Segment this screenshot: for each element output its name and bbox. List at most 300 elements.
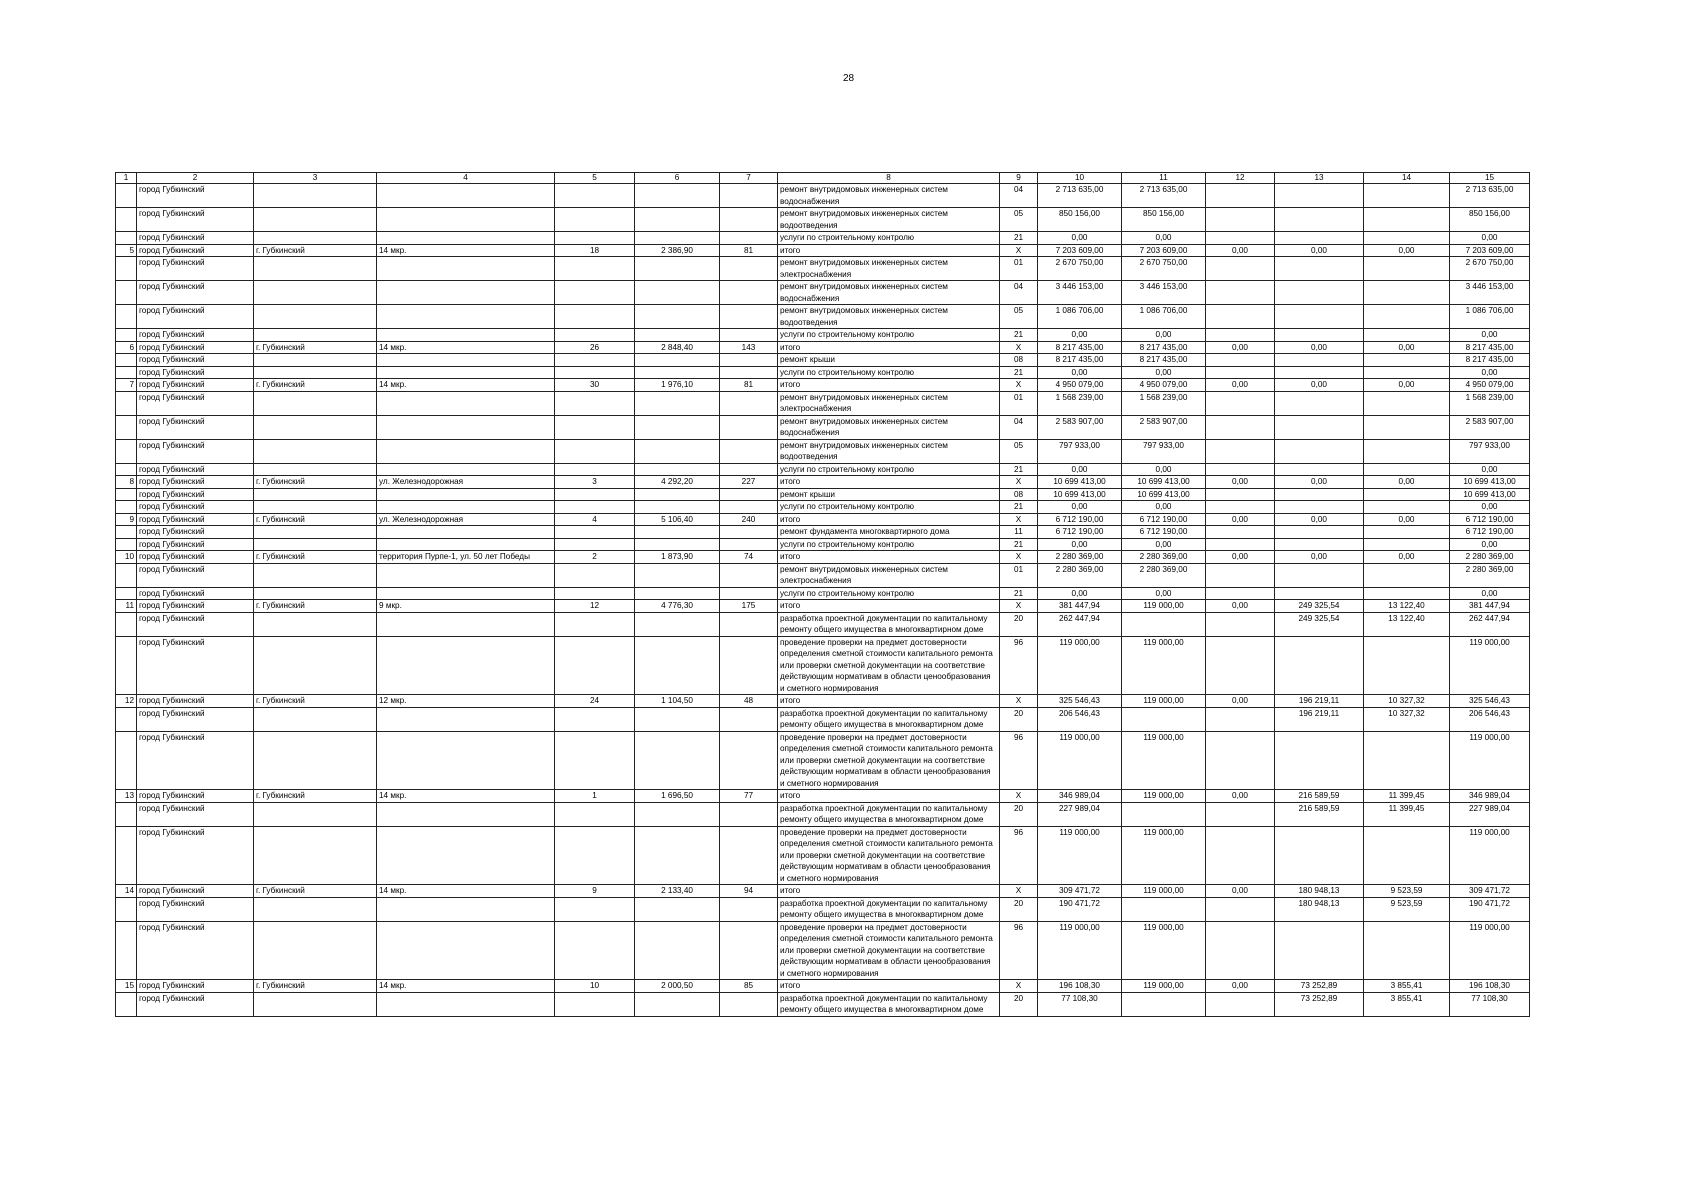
table-row bbox=[116, 600, 1530, 613]
table-cell: 3 446 153,00 bbox=[1038, 281, 1122, 305]
table-cell: 0,00 bbox=[1206, 513, 1275, 526]
table-cell: 21 bbox=[1000, 538, 1038, 551]
table-cell: город Губкинский bbox=[137, 587, 254, 600]
table-cell bbox=[377, 257, 555, 281]
table-cell bbox=[1206, 826, 1275, 885]
table-cell: 0,00 bbox=[1038, 366, 1122, 379]
table-cell: 05 bbox=[1000, 305, 1038, 329]
table-cell bbox=[635, 526, 720, 539]
table-cell: 119 000,00 bbox=[1122, 731, 1206, 790]
table-cell: г. Губкинский bbox=[254, 513, 377, 526]
table-cell bbox=[720, 612, 778, 636]
table-cell: 10 699 413,00 bbox=[1450, 476, 1530, 489]
table-cell bbox=[1275, 538, 1364, 551]
table-cell: 14 мкр. bbox=[377, 244, 555, 257]
table-cell bbox=[555, 707, 635, 731]
table-cell: 10 699 413,00 bbox=[1038, 488, 1122, 501]
table-row bbox=[116, 563, 1530, 587]
table-cell bbox=[555, 391, 635, 415]
table-cell: 11 399,45 bbox=[1364, 802, 1450, 826]
table-cell bbox=[1206, 587, 1275, 600]
table-cell bbox=[254, 612, 377, 636]
table-cell bbox=[116, 707, 137, 731]
table-cell: 18 bbox=[555, 244, 635, 257]
table-cell: 0,00 bbox=[1038, 329, 1122, 342]
table-row bbox=[116, 695, 1530, 708]
table-cell: 190 471,72 bbox=[1450, 897, 1530, 921]
table-cell bbox=[1206, 636, 1275, 695]
table-cell: X bbox=[1000, 980, 1038, 993]
table-cell bbox=[720, 463, 778, 476]
table-row bbox=[116, 488, 1530, 501]
table-cell: г. Губкинский bbox=[254, 551, 377, 564]
table-cell: 2 713 635,00 bbox=[1450, 184, 1530, 208]
table-cell: 0,00 bbox=[1364, 476, 1450, 489]
table-cell: 0,00 bbox=[1364, 551, 1450, 564]
table-cell: 10 bbox=[555, 980, 635, 993]
table-cell: 81 bbox=[720, 379, 778, 392]
table-cell bbox=[116, 636, 137, 695]
table-cell bbox=[254, 415, 377, 439]
table-cell bbox=[720, 501, 778, 514]
table-cell bbox=[116, 305, 137, 329]
table-cell bbox=[1122, 707, 1206, 731]
table-cell: город Губкинский bbox=[137, 707, 254, 731]
table-cell: услуги по строительному контролю bbox=[778, 329, 1000, 342]
table-cell bbox=[377, 707, 555, 731]
table-cell bbox=[635, 563, 720, 587]
table-row bbox=[116, 587, 1530, 600]
table-cell bbox=[555, 329, 635, 342]
table-cell bbox=[720, 587, 778, 600]
table-cell: город Губкинский bbox=[137, 826, 254, 885]
table-cell bbox=[254, 232, 377, 245]
column-header: 3 bbox=[254, 173, 377, 184]
table-cell: 119 000,00 bbox=[1122, 980, 1206, 993]
table-cell bbox=[254, 463, 377, 476]
table-cell bbox=[720, 281, 778, 305]
table-cell: 96 bbox=[1000, 921, 1038, 980]
table-cell: город Губкинский bbox=[137, 731, 254, 790]
table-cell: 850 156,00 bbox=[1038, 208, 1122, 232]
table-cell: 0,00 bbox=[1122, 538, 1206, 551]
table-cell: город Губкинский bbox=[137, 897, 254, 921]
table-cell bbox=[1275, 636, 1364, 695]
table-cell: город Губкинский bbox=[137, 636, 254, 695]
table-cell: 8 217 435,00 bbox=[1038, 354, 1122, 367]
table-cell: 4 950 079,00 bbox=[1450, 379, 1530, 392]
table-cell: 1 696,50 bbox=[635, 790, 720, 803]
table-cell bbox=[1206, 731, 1275, 790]
table-cell: 119 000,00 bbox=[1122, 921, 1206, 980]
table-cell: 119 000,00 bbox=[1122, 885, 1206, 898]
table-cell: 240 bbox=[720, 513, 778, 526]
table-cell bbox=[254, 802, 377, 826]
table-cell bbox=[1364, 587, 1450, 600]
table-cell bbox=[254, 587, 377, 600]
table-cell bbox=[1206, 208, 1275, 232]
table-cell: город Губкинский bbox=[137, 354, 254, 367]
table-cell bbox=[1122, 897, 1206, 921]
table-cell: 2 280 369,00 bbox=[1122, 551, 1206, 564]
table-cell: город Губкинский bbox=[137, 463, 254, 476]
table-cell bbox=[1364, 257, 1450, 281]
table-cell: город Губкинский bbox=[137, 341, 254, 354]
table-cell bbox=[555, 439, 635, 463]
table-cell bbox=[555, 612, 635, 636]
table-cell bbox=[1275, 354, 1364, 367]
table-cell: 1 976,10 bbox=[635, 379, 720, 392]
table-cell: X bbox=[1000, 476, 1038, 489]
table-cell: 0,00 bbox=[1450, 501, 1530, 514]
table-cell bbox=[116, 587, 137, 600]
table-row bbox=[116, 707, 1530, 731]
table-cell: X bbox=[1000, 695, 1038, 708]
table-cell: город Губкинский bbox=[137, 513, 254, 526]
table-cell: разработка проектной документации по капитальному ремонту общего имущества в многоквартирном доме bbox=[778, 897, 1000, 921]
table-cell: 14 мкр. bbox=[377, 379, 555, 392]
table-cell bbox=[1206, 463, 1275, 476]
table-cell bbox=[720, 415, 778, 439]
table-cell: 3 bbox=[555, 476, 635, 489]
table-cell: 05 bbox=[1000, 439, 1038, 463]
table-cell bbox=[635, 184, 720, 208]
table-cell bbox=[254, 391, 377, 415]
table-cell bbox=[635, 439, 720, 463]
table-cell: итого bbox=[778, 885, 1000, 898]
table-cell: 0,00 bbox=[1122, 463, 1206, 476]
table-cell bbox=[635, 366, 720, 379]
table-cell: 262 447,94 bbox=[1450, 612, 1530, 636]
table-cell bbox=[720, 232, 778, 245]
table-row bbox=[116, 980, 1530, 993]
column-header: 7 bbox=[720, 173, 778, 184]
table-cell bbox=[720, 802, 778, 826]
table-cell: 1 568 239,00 bbox=[1450, 391, 1530, 415]
table-cell: 20 bbox=[1000, 802, 1038, 826]
table-cell: 119 000,00 bbox=[1038, 731, 1122, 790]
table-cell: 143 bbox=[720, 341, 778, 354]
table-cell bbox=[377, 232, 555, 245]
table-cell: 2 713 635,00 bbox=[1038, 184, 1122, 208]
table-cell bbox=[1206, 501, 1275, 514]
table-cell: X bbox=[1000, 379, 1038, 392]
table-cell: 1 568 239,00 bbox=[1122, 391, 1206, 415]
table-cell bbox=[377, 612, 555, 636]
table-cell: 2 280 369,00 bbox=[1122, 563, 1206, 587]
table-cell: 0,00 bbox=[1206, 980, 1275, 993]
table-cell bbox=[555, 415, 635, 439]
table-cell: 1 104,50 bbox=[635, 695, 720, 708]
table-cell bbox=[555, 563, 635, 587]
repair-program-table bbox=[115, 172, 1530, 1017]
table-row bbox=[116, 476, 1530, 489]
table-cell bbox=[1206, 232, 1275, 245]
table-cell: 0,00 bbox=[1206, 379, 1275, 392]
table-cell: 96 bbox=[1000, 636, 1038, 695]
table-cell: 0,00 bbox=[1275, 244, 1364, 257]
table-cell: 119 000,00 bbox=[1038, 826, 1122, 885]
table-cell: итого bbox=[778, 980, 1000, 993]
table-cell: г. Губкинский bbox=[254, 341, 377, 354]
column-number-row bbox=[116, 173, 1530, 184]
table-cell: 8 217 435,00 bbox=[1450, 341, 1530, 354]
table-cell: 216 589,59 bbox=[1275, 802, 1364, 826]
table-cell: 9 мкр. bbox=[377, 600, 555, 613]
table-cell: 119 000,00 bbox=[1122, 695, 1206, 708]
table-cell bbox=[1275, 463, 1364, 476]
table-cell bbox=[254, 329, 377, 342]
table-cell: 0,00 bbox=[1038, 501, 1122, 514]
table-cell bbox=[1364, 463, 1450, 476]
table-cell: ремонт внутридомовых инженерных систем водоснабжения bbox=[778, 415, 1000, 439]
table-cell bbox=[635, 329, 720, 342]
table-cell: 190 471,72 bbox=[1038, 897, 1122, 921]
table-row bbox=[116, 538, 1530, 551]
table-row bbox=[116, 184, 1530, 208]
table-cell: 2 280 369,00 bbox=[1038, 563, 1122, 587]
table-cell bbox=[1206, 897, 1275, 921]
table-cell: услуги по строительному контролю bbox=[778, 366, 1000, 379]
table-cell: 0,00 bbox=[1450, 463, 1530, 476]
table-cell bbox=[377, 921, 555, 980]
table-cell bbox=[1275, 329, 1364, 342]
table-cell: 12 bbox=[555, 600, 635, 613]
table-cell: 0,00 bbox=[1364, 341, 1450, 354]
table-cell: 11 bbox=[116, 600, 137, 613]
table-cell: 0,00 bbox=[1450, 366, 1530, 379]
table-cell bbox=[116, 366, 137, 379]
table-row bbox=[116, 636, 1530, 695]
table-cell: 2 848,40 bbox=[635, 341, 720, 354]
table-cell bbox=[1364, 731, 1450, 790]
table-cell bbox=[555, 526, 635, 539]
table-cell bbox=[377, 897, 555, 921]
table-cell bbox=[635, 897, 720, 921]
table-row bbox=[116, 244, 1530, 257]
table-cell: 8 217 435,00 bbox=[1038, 341, 1122, 354]
table-cell: город Губкинский bbox=[137, 488, 254, 501]
table-cell: город Губкинский bbox=[137, 612, 254, 636]
table-cell: г. Губкинский bbox=[254, 695, 377, 708]
table-cell bbox=[254, 281, 377, 305]
table-cell: 20 bbox=[1000, 992, 1038, 1016]
table-cell: ремонт внутридомовых инженерных систем электроснабжения bbox=[778, 563, 1000, 587]
table-cell bbox=[1206, 439, 1275, 463]
table-cell bbox=[555, 463, 635, 476]
table-cell: итого bbox=[778, 790, 1000, 803]
column-header: 6 bbox=[635, 173, 720, 184]
table-cell: 0,00 bbox=[1122, 366, 1206, 379]
table-row bbox=[116, 513, 1530, 526]
table-cell: 13 122,40 bbox=[1364, 600, 1450, 613]
table-cell bbox=[1206, 305, 1275, 329]
table-cell: 73 252,89 bbox=[1275, 992, 1364, 1016]
table-cell bbox=[254, 439, 377, 463]
table-cell bbox=[720, 636, 778, 695]
table-cell bbox=[1364, 354, 1450, 367]
table-cell bbox=[377, 636, 555, 695]
table-cell bbox=[254, 366, 377, 379]
table-cell bbox=[1364, 826, 1450, 885]
table-cell bbox=[377, 281, 555, 305]
table-cell bbox=[377, 731, 555, 790]
table-cell: 0,00 bbox=[1275, 551, 1364, 564]
table-cell bbox=[720, 921, 778, 980]
table-cell bbox=[116, 488, 137, 501]
table-cell: г. Губкинский bbox=[254, 790, 377, 803]
table-cell: ремонт внутридомовых инженерных систем водоснабжения bbox=[778, 184, 1000, 208]
table-cell bbox=[635, 281, 720, 305]
table-cell: 12 мкр. bbox=[377, 695, 555, 708]
table-cell: 2 670 750,00 bbox=[1122, 257, 1206, 281]
table-cell bbox=[116, 526, 137, 539]
table-cell bbox=[635, 501, 720, 514]
column-header: 4 bbox=[377, 173, 555, 184]
table-cell: 3 446 153,00 bbox=[1122, 281, 1206, 305]
table-cell: город Губкинский bbox=[137, 526, 254, 539]
table-cell bbox=[116, 501, 137, 514]
column-header: 11 bbox=[1122, 173, 1206, 184]
table-cell: X bbox=[1000, 551, 1038, 564]
table-cell: территория Пурпе-1, ул. 50 лет Победы bbox=[377, 551, 555, 564]
table-cell: 2 583 907,00 bbox=[1038, 415, 1122, 439]
table-cell: 797 933,00 bbox=[1038, 439, 1122, 463]
table-cell: 08 bbox=[1000, 488, 1038, 501]
table-cell bbox=[116, 329, 137, 342]
table-cell bbox=[116, 463, 137, 476]
table-cell: город Губкинский bbox=[137, 439, 254, 463]
column-header: 9 bbox=[1000, 173, 1038, 184]
table-cell bbox=[1275, 526, 1364, 539]
table-cell: 13 122,40 bbox=[1364, 612, 1450, 636]
table-cell: 6 712 190,00 bbox=[1450, 513, 1530, 526]
table-cell: город Губкинский bbox=[137, 563, 254, 587]
table-cell bbox=[1206, 526, 1275, 539]
table-cell bbox=[254, 897, 377, 921]
table-cell: 797 933,00 bbox=[1122, 439, 1206, 463]
table-cell: 2 583 907,00 bbox=[1122, 415, 1206, 439]
table-body bbox=[116, 184, 1530, 1017]
table-cell bbox=[1206, 329, 1275, 342]
table-cell: 8 bbox=[116, 476, 137, 489]
table-cell bbox=[555, 354, 635, 367]
table-cell: 3 855,41 bbox=[1364, 980, 1450, 993]
table-cell: 14 мкр. bbox=[377, 790, 555, 803]
table-cell: 8 217 435,00 bbox=[1122, 341, 1206, 354]
table-cell: г. Губкинский bbox=[254, 476, 377, 489]
table-cell: 0,00 bbox=[1364, 379, 1450, 392]
table-row bbox=[116, 790, 1530, 803]
table-cell bbox=[1206, 184, 1275, 208]
table-cell: 2 280 369,00 bbox=[1450, 563, 1530, 587]
table-cell: 1 bbox=[555, 790, 635, 803]
table-cell: город Губкинский bbox=[137, 366, 254, 379]
table-cell bbox=[377, 439, 555, 463]
table-cell bbox=[254, 563, 377, 587]
table-cell bbox=[377, 501, 555, 514]
table-cell bbox=[1275, 281, 1364, 305]
table-cell: 30 bbox=[555, 379, 635, 392]
table-cell bbox=[1206, 538, 1275, 551]
table-cell bbox=[116, 257, 137, 281]
table-cell: 7 203 609,00 bbox=[1038, 244, 1122, 257]
table-cell: город Губкинский bbox=[137, 921, 254, 980]
table-cell: 9 bbox=[116, 513, 137, 526]
table-cell: 850 156,00 bbox=[1122, 208, 1206, 232]
table-cell: 227 989,04 bbox=[1450, 802, 1530, 826]
table-cell bbox=[116, 802, 137, 826]
table-cell bbox=[377, 415, 555, 439]
table-cell bbox=[635, 257, 720, 281]
table-cell: разработка проектной документации по капитальному ремонту общего имущества в многоквартирном доме bbox=[778, 612, 1000, 636]
table-cell bbox=[1364, 305, 1450, 329]
table-cell: 0,00 bbox=[1206, 551, 1275, 564]
table-cell bbox=[555, 587, 635, 600]
table-cell: 77 108,30 bbox=[1038, 992, 1122, 1016]
table-cell bbox=[116, 439, 137, 463]
table-cell: 0,00 bbox=[1275, 513, 1364, 526]
table-cell: 08 bbox=[1000, 354, 1038, 367]
table-cell: итого bbox=[778, 695, 1000, 708]
table-cell: проведение проверки на предмет достоверности определения сметной стоимости капитального ремонта или проверки сметной документации на соответствие действующим нормативам в области ценообразования и сметного нормирования bbox=[778, 636, 1000, 695]
table-cell: 206 546,43 bbox=[1450, 707, 1530, 731]
table-cell: 6 712 190,00 bbox=[1122, 513, 1206, 526]
table-cell: 3 855,41 bbox=[1364, 992, 1450, 1016]
table-cell bbox=[555, 826, 635, 885]
table-cell: г. Губкинский bbox=[254, 980, 377, 993]
table-cell: город Губкинский bbox=[137, 802, 254, 826]
table-row bbox=[116, 897, 1530, 921]
table-cell bbox=[1206, 281, 1275, 305]
table-cell: город Губкинский bbox=[137, 600, 254, 613]
table-cell: разработка проектной документации по капитальному ремонту общего имущества в многоквартирном доме bbox=[778, 707, 1000, 731]
table-cell: 119 000,00 bbox=[1122, 826, 1206, 885]
table-cell: 74 bbox=[720, 551, 778, 564]
table-cell bbox=[377, 354, 555, 367]
table-cell: 77 bbox=[720, 790, 778, 803]
table-cell: ремонт внутридомовых инженерных систем водоотведения bbox=[778, 208, 1000, 232]
table-cell: ремонт внутридомовых инженерных систем электроснабжения bbox=[778, 391, 1000, 415]
table-cell bbox=[254, 636, 377, 695]
table-cell: 20 bbox=[1000, 707, 1038, 731]
table-cell: 0,00 bbox=[1038, 463, 1122, 476]
table-cell bbox=[1275, 563, 1364, 587]
table-cell bbox=[116, 354, 137, 367]
table-cell: итого bbox=[778, 551, 1000, 564]
table-cell: 2 280 369,00 bbox=[1038, 551, 1122, 564]
table-row bbox=[116, 232, 1530, 245]
table-cell bbox=[1275, 257, 1364, 281]
table-cell: X bbox=[1000, 341, 1038, 354]
table-row bbox=[116, 826, 1530, 885]
table-cell bbox=[635, 612, 720, 636]
table-cell: 15 bbox=[116, 980, 137, 993]
table-cell bbox=[377, 992, 555, 1016]
table-cell bbox=[555, 731, 635, 790]
table-cell: 119 000,00 bbox=[1038, 921, 1122, 980]
table-cell bbox=[720, 563, 778, 587]
table-cell bbox=[254, 826, 377, 885]
table-cell: 249 325,54 bbox=[1275, 612, 1364, 636]
table-cell: итого bbox=[778, 341, 1000, 354]
table-cell: 04 bbox=[1000, 281, 1038, 305]
table-cell: г. Губкинский bbox=[254, 379, 377, 392]
table-cell: 26 bbox=[555, 341, 635, 354]
table-cell bbox=[555, 992, 635, 1016]
table-cell: 0,00 bbox=[1364, 513, 1450, 526]
table-cell: 196 219,11 bbox=[1275, 695, 1364, 708]
